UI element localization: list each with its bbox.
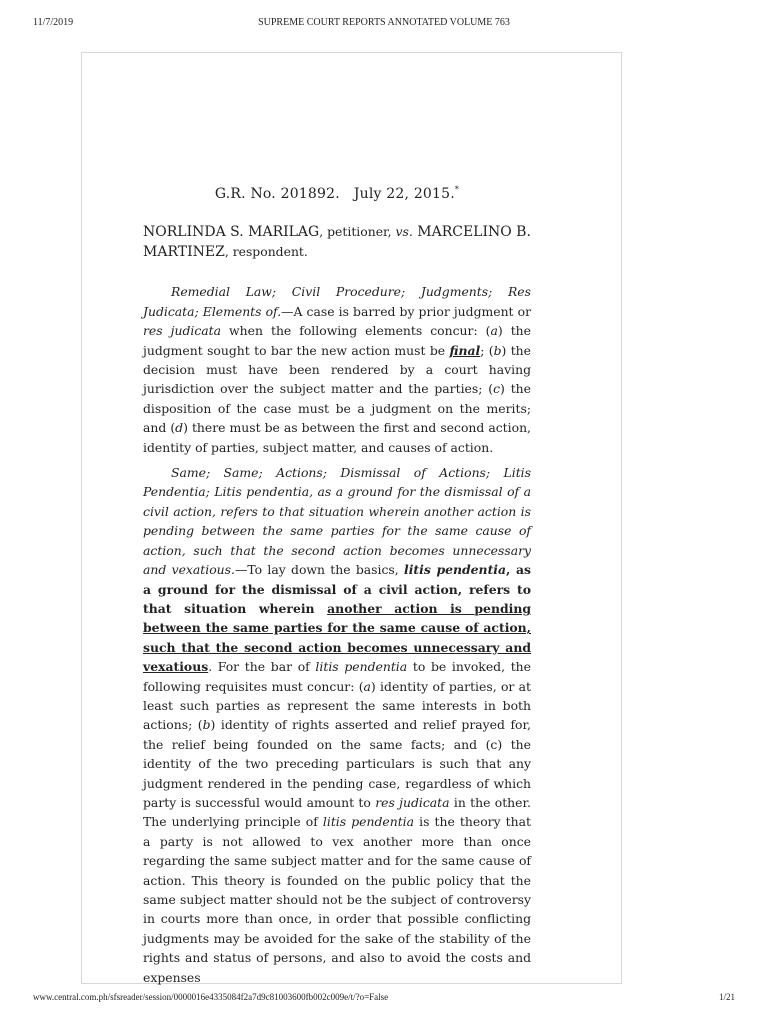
case-number-line (143, 180, 531, 204)
petitioner-role: , petitioner, (319, 224, 396, 240)
respondent-name-part1: MARCELINO B. (412, 224, 531, 241)
respondent-role: , respondent. (224, 244, 308, 260)
syllabus-heading: Same; Same; Actions; Dismissal of Actions; Litis Pendentia; Litis pendentia, as a ground for the dismissal of a civil action, refers to that situation wherein another action is pending between the same parties for the same cause of action, such that the second action becomes unnecessary and vexatious. (143, 465, 531, 578)
versus-label: vs. (395, 224, 413, 240)
syllabus-paragraph-litis-pendentia: Same; Same; Actions; Dismissal of Actions; Litis Pendentia; Litis pendentia, as a ground for the dismissal of a civil action, refers to that situation wherein another action is pending between the same parties for the same cause of action, such that the second action becomes unnecessary and vexatious.—To lay down the basics, litis pendentia, as a ground for the dismissal of a civil action, refers to that situation wherein another action is pending between the same parties for the same cause of action, such that the second action becomes unnecessary and vexatious. For the bar of litis pendentia to be invoked, the following requisites must concur: (a) identity of parties, or at least such parties as represent the same interests in both actions; (b) identity of rights asserted and relief prayed for, the relief being founded on the same facts; and (c) the identity of the two preceding particulars is such that any judgment rendered in the pending case, regardless of which party is successful would amount to res judicata in the other. The underlying principle of litis pendentia is the theory that a party is not allowed to vex another more than once regarding the same subject matter and for the same cause of action. This theory is founded on the public policy that the same subject matter should not be the subject of controversy in courts more than once, in order that possible conflicting judgments may be avoided for the sake of the stability of the rights and status of persons, and also to avoid the costs and expenses (143, 465, 531, 985)
gr-number: G.R. No. 201892. (214, 186, 340, 202)
syllabus-paragraph-res-judicata: Remedial Law; Civil Procedure; Judgments; Res Judicata; Elements of.—A case is barred by prior judgment or res judicata when the following elements concur: (a) the judgment sought to bar the new action must be final; (b) the decision must have been rendered by a court having jurisdiction over the subject matter and the parties; (c) the disposition of the case must be a judgment on the merits; and (d) there must be as between the first and second action, identity of parties, subject matter, and causes of action. (143, 284, 531, 455)
print-header (0, 17, 768, 31)
emphasis-final: final (449, 342, 481, 358)
print-title: SUPREME COURT REPORTS ANNOTATED VOLUME 763 (258, 17, 510, 28)
emphasis-litis-pendentia: litis pendentia (403, 562, 507, 578)
page-counter: 1/21 (718, 992, 735, 1002)
document-content (143, 180, 531, 993)
print-date: 11/7/2019 (33, 17, 74, 28)
page-url: www.central.com.ph/sfsreader/session/0000016e4335084f2a7d9c81003600fb002c009e/t/?o=False (33, 992, 389, 1002)
emphasis-underlined-definition: another action is pending between the same parties for the same cause of action, such that the second action becomes unnecessary and vexatious (143, 600, 531, 675)
footnote-mark: * (454, 185, 460, 194)
petitioner-name: NORLINDA S. MARILAG (143, 224, 320, 241)
print-footer (0, 992, 768, 1006)
syllabus-heading: Remedial Law; Civil Procedure; Judgments; Res Judicata; Elements of. (143, 284, 531, 319)
gr-date: July 22, 2015. (353, 186, 455, 202)
respondent-name-part2: MARTINEZ (143, 244, 225, 261)
case-parties (143, 222, 531, 262)
